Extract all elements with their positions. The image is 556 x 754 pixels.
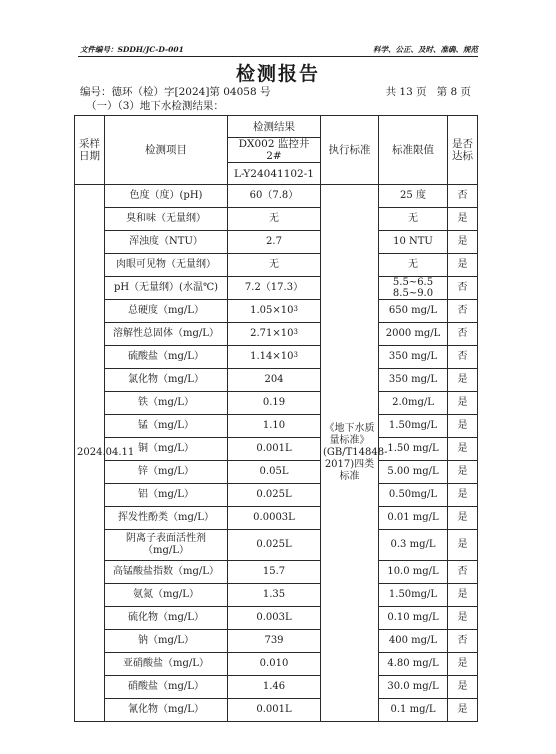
- limit-cell: 400 mg/L: [379, 630, 448, 653]
- result-base: 1.05×10: [250, 305, 294, 316]
- item-cell: 锰（mg/L）: [105, 415, 228, 438]
- header-point: DX002 监控井 2#: [228, 138, 321, 163]
- limit-cell: 0.3 mg/L: [379, 530, 448, 561]
- limit-cell: 5.5~6.5 8.5~9.0: [379, 277, 448, 300]
- header-divider: [78, 56, 478, 57]
- limit-cell: 0.50mg/L: [379, 484, 448, 507]
- pass-cell: 是: [448, 369, 478, 392]
- table-row: [75, 277, 478, 300]
- table-row: [75, 607, 478, 630]
- pass-cell: 是: [448, 415, 478, 438]
- item-cell: 浑浊度（NTU）: [105, 231, 228, 254]
- result-cell: 60（7.8）: [228, 185, 321, 208]
- table-row: [75, 185, 478, 208]
- pass-cell: 是: [448, 653, 478, 676]
- result-cell: 15.7: [228, 561, 321, 584]
- pass-cell: 是: [448, 584, 478, 607]
- limit-cell: 2000 mg/L: [379, 323, 448, 346]
- pass-cell: 否: [448, 277, 478, 300]
- item-cell: 亚硝酸盐（mg/L）: [105, 653, 228, 676]
- header-date: 采样日期: [75, 116, 105, 185]
- result-exponent: 3: [293, 305, 298, 313]
- pass-cell: 是: [448, 699, 478, 722]
- table-row: [75, 653, 478, 676]
- result-cell: [228, 300, 321, 323]
- result-cell: 0.001L: [228, 438, 321, 461]
- limit-cell: 10.0 mg/L: [379, 561, 448, 584]
- item-cell: 挥发性酚类（mg/L）: [105, 507, 228, 530]
- page-title: 检测报告: [235, 63, 320, 85]
- item-cell: pH（无量纲）(水温℃): [105, 277, 228, 300]
- limit-cell: 无: [379, 208, 448, 231]
- result-exponent: 3: [293, 328, 298, 336]
- total-pages: 共 13 页: [385, 86, 427, 98]
- table-row: [75, 584, 478, 607]
- item-cell: 硫酸盐（mg/L）: [105, 346, 228, 369]
- result-base: 2.71×10: [250, 328, 294, 339]
- limit-cell: 650 mg/L: [379, 300, 448, 323]
- limit-cell: 25 度: [379, 185, 448, 208]
- page-number: 第 8 页: [436, 86, 471, 98]
- item-cell: 钠（mg/L）: [105, 630, 228, 653]
- header-limit: 标准限值: [379, 116, 448, 185]
- item-cell: 硝酸盐（mg/L）: [105, 676, 228, 699]
- item-cell: 铁（mg/L）: [105, 392, 228, 415]
- item-cell: 溶解性总固体（mg/L）: [105, 323, 228, 346]
- result-cell: 0.19: [228, 392, 321, 415]
- item-cell: 铜（mg/L）: [105, 438, 228, 461]
- item-cell: 氯化物（mg/L）: [105, 369, 228, 392]
- header-standard: 执行标准: [321, 116, 379, 185]
- limit-cell: 0.01 mg/L: [379, 507, 448, 530]
- table-row: [75, 438, 478, 461]
- item-cell: 色度（度）(pH): [105, 185, 228, 208]
- pass-cell: 否: [448, 346, 478, 369]
- result-cell: 1.35: [228, 584, 321, 607]
- result-cell: 1.46: [228, 676, 321, 699]
- table-row: [75, 346, 478, 369]
- section-title: （一）（3）地下水检测结果：: [86, 100, 224, 112]
- pass-cell: 是: [448, 484, 478, 507]
- result-cell: 0.001L: [228, 699, 321, 722]
- item-cell: 氨氮（mg/L）: [105, 584, 228, 607]
- result-cell: 204: [228, 369, 321, 392]
- limit-cell: 无: [379, 254, 448, 277]
- result-cell: 无: [228, 208, 321, 231]
- result-cell: [228, 323, 321, 346]
- item-cell: 氰化物（mg/L）: [105, 699, 228, 722]
- pass-cell: 是: [448, 607, 478, 630]
- table-row: [75, 507, 478, 530]
- result-cell: 7.2（17.3）: [228, 277, 321, 300]
- limit-cell: 350 mg/L: [379, 346, 448, 369]
- pass-cell: 是: [448, 208, 478, 231]
- result-cell: 1.10: [228, 415, 321, 438]
- limit-cell: 10 NTU: [379, 231, 448, 254]
- result-cell: 无: [228, 254, 321, 277]
- result-cell: 0.025L: [228, 530, 321, 561]
- limit-cell: 1.50mg/L: [379, 415, 448, 438]
- table-row: [75, 530, 478, 561]
- report-number: 编号：德环（检）字[2024]第 04058 号: [80, 86, 271, 98]
- result-cell: 0.05L: [228, 461, 321, 484]
- header-motto: 科学、公正、及时、准确、规范: [373, 45, 478, 54]
- standard-cell: 《地下水质量标准》(GB/T14848-2017)四类标准: [321, 185, 379, 722]
- table-row: [75, 699, 478, 722]
- pass-cell: 是: [448, 530, 478, 561]
- pass-cell: 是: [448, 231, 478, 254]
- table-row: [75, 231, 478, 254]
- pass-cell: 是: [448, 438, 478, 461]
- limit-cell: 1.50 mg/L: [379, 438, 448, 461]
- result-cell: 0.0003L: [228, 507, 321, 530]
- pass-cell: 否: [448, 561, 478, 584]
- pass-cell: 否: [448, 185, 478, 208]
- header-pass: 是否达标: [448, 116, 478, 185]
- limit-cell: 5.00 mg/L: [379, 461, 448, 484]
- result-cell: 0.010: [228, 653, 321, 676]
- pass-cell: 否: [448, 300, 478, 323]
- limit-cell: 30.0 mg/L: [379, 676, 448, 699]
- pass-cell: 是: [448, 507, 478, 530]
- limit-cell: 350 mg/L: [379, 369, 448, 392]
- pass-cell: 否: [448, 630, 478, 653]
- result-cell: 0.025L: [228, 484, 321, 507]
- limit-cell: 1.50mg/L: [379, 584, 448, 607]
- limit-cell: 2.0mg/L: [379, 392, 448, 415]
- table-row: [75, 676, 478, 699]
- item-cell: 铝（mg/L）: [105, 484, 228, 507]
- table-row: [75, 415, 478, 438]
- item-cell: 臭和味（无量纲）: [105, 208, 228, 231]
- table-row: [75, 369, 478, 392]
- result-cell: 0.003L: [228, 607, 321, 630]
- table-row: [75, 300, 478, 323]
- file-number: 文件编号：SDDH/JC-D-001: [80, 45, 184, 54]
- table-row: [75, 630, 478, 653]
- result-cell: 739: [228, 630, 321, 653]
- result-exponent: 3: [293, 351, 298, 359]
- results-table: [74, 115, 478, 722]
- result-cell: [228, 346, 321, 369]
- limit-cell: 0.1 mg/L: [379, 699, 448, 722]
- pass-cell: 是: [448, 461, 478, 484]
- result-base: 1.14×10: [250, 351, 294, 362]
- pass-cell: 是: [448, 254, 478, 277]
- item-cell: 高锰酸盐指数（mg/L）: [105, 561, 228, 584]
- result-cell: 2.7: [228, 231, 321, 254]
- table-row: [75, 561, 478, 584]
- header-result: 检测结果: [228, 116, 321, 138]
- item-cell: 硫化物（mg/L）: [105, 607, 228, 630]
- table-row: [75, 461, 478, 484]
- item-cell: 总硬度（mg/L）: [105, 300, 228, 323]
- limit-cell: 4.80 mg/L: [379, 653, 448, 676]
- pass-cell: 是: [448, 392, 478, 415]
- table-row: [75, 484, 478, 507]
- item-cell: 锌（mg/L）: [105, 461, 228, 484]
- item-cell: 阴离子表面活性剂（mg/L）: [105, 530, 228, 561]
- header-sample: L-Y24041102-1: [228, 163, 321, 185]
- pass-cell: 否: [448, 323, 478, 346]
- page-info: [376, 84, 471, 99]
- item-cell: 肉眼可见物（无量纲）: [105, 254, 228, 277]
- table-row: [75, 323, 478, 346]
- table-row: [75, 392, 478, 415]
- limit-cell: 0.10 mg/L: [379, 607, 448, 630]
- table-row: [75, 208, 478, 231]
- table-row: [75, 254, 478, 277]
- pass-cell: 是: [448, 676, 478, 699]
- header-item: 检测项目: [105, 116, 228, 185]
- sample-date: 2024.04.11: [75, 185, 105, 722]
